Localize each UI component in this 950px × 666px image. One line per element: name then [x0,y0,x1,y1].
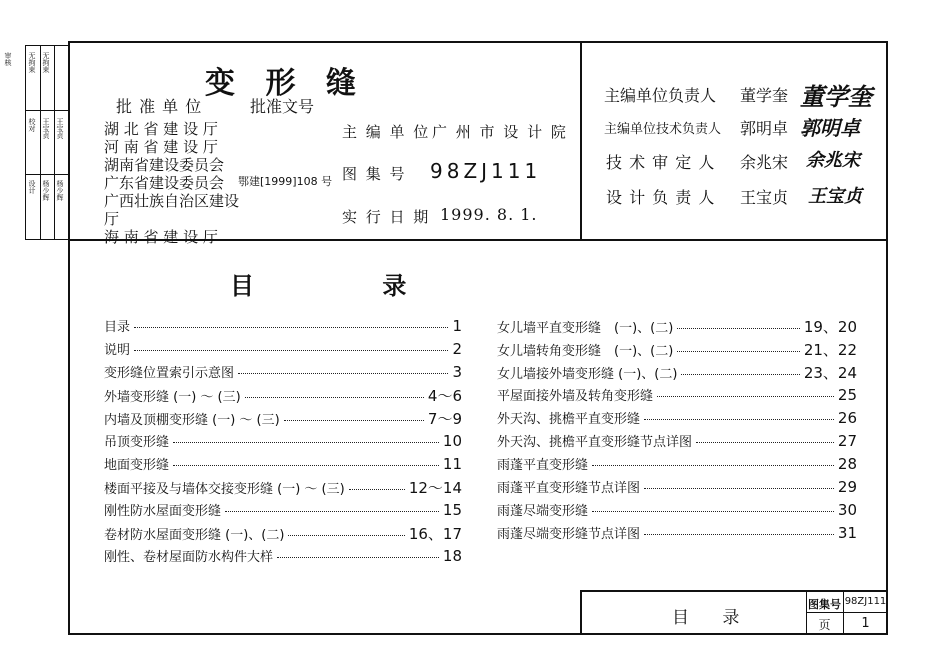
toc-leader [657,396,834,397]
toc-leader [644,534,834,535]
effective-date: 1999. 8. 1. [440,205,538,224]
toc-entry-label: 刚性防水屋面变形缝 [104,504,222,519]
toc-entry[interactable] [497,477,857,496]
compile-unit: 广 州 市 设 计 院 [432,123,568,141]
header-vertical-divider [580,41,582,241]
toc-entry-page: 18 [442,547,462,565]
toc-entry[interactable] [497,362,857,383]
toc-entry[interactable] [104,431,462,450]
toc-entry-page: 2 [452,340,462,358]
toc-entry-page: 3 [452,363,462,381]
toc-leader [173,442,439,443]
toc-entry[interactable] [104,477,462,498]
toc-entry-label: 女儿墙平直变形缝 (一)、(二) [497,321,674,336]
resp-signature: 董学奎 [800,82,872,111]
toc-entry[interactable] [497,500,857,519]
toc-entry[interactable] [497,431,857,450]
toc-leader [592,465,834,466]
side-sig: 杨少辉 [56,180,64,201]
resp-signature: 郭明卓 [800,116,860,140]
toc-entry-label: 内墙及顶棚变形缝 (一) ～ (三) [104,413,280,428]
toc-entry-page: 16、17 [408,525,462,543]
toc-entry-label: 女儿墙接外墙变形缝 (一)、(二) [497,367,678,382]
toc-entry-page: 7～9 [427,410,462,428]
approval-unit: 河 南 省 建 设 厅 [104,138,218,156]
toc-leader [134,350,448,351]
toc-leader [288,535,404,536]
resp-signature: 余兆宋 [806,150,860,171]
side-cell-2 [28,118,35,132]
toc-entry-label: 雨蓬尽端变形缝节点详图 [497,527,641,542]
approval-unit: 湖 北 省 建 设 厅 [104,120,218,138]
toc-entry-page: 26 [837,409,857,427]
side-cell-2-name [42,118,49,139]
toc-leader [277,557,439,558]
atlas-title: 变 形 缝 [205,66,366,101]
toc-leader [677,328,800,329]
toc-entry-label: 外天沟、挑檐平直变形缝 [497,412,641,427]
toc-leader [245,397,424,398]
toc-leader [238,373,448,374]
resp-name: 郭明卓 [740,119,789,138]
toc-entry-page: 27 [837,432,857,450]
approval-unit: 广东省建设委员会 [104,174,225,192]
toc-entry-page: 29 [837,478,857,496]
toc-entry[interactable] [497,408,857,427]
side-cell-1-name [28,52,35,73]
toc-entry[interactable] [104,316,462,335]
toc-entry[interactable] [497,339,857,360]
atlas-no-value: 98ZJ111 [844,596,887,607]
toc-entry[interactable] [104,500,462,519]
toc-entry-page: 4～6 [427,387,462,405]
toc-leader [173,465,439,466]
toc-entry-label: 雨蓬平直变形缝节点详图 [497,481,641,496]
toc-entry-page: 11 [442,455,462,473]
toc-entry-page: 25 [837,386,857,404]
atlas-number-label: 图 集 号 [342,165,407,183]
toc-entry-label: 变形缝位置索引示意图 [104,366,235,381]
side-cell-3-name [42,180,49,201]
effective-date-label: 实 行 日 期 [342,208,431,226]
resp-name: 董学奎 [740,86,789,105]
side-cell-1 [4,52,11,66]
toc-entry-page: 28 [837,455,857,473]
toc-leader [284,420,424,421]
toc-entry-page: 23、24 [803,364,857,382]
title-block-divider [806,612,888,613]
toc-entry-page: 19、20 [803,318,857,336]
toc-leader [134,327,448,328]
sheet-title: 目 录 [672,608,754,628]
toc-entry[interactable] [104,385,462,406]
side-cell-2-sig [56,118,63,139]
side-cell-3-sig [56,180,63,201]
toc-leader [677,351,800,352]
toc-title: 目 录 [230,272,467,300]
toc-entry-label: 说明 [104,343,131,358]
toc-entry-label: 雨蓬尽端变形缝 [497,504,589,519]
approval-unit: 湖南省建设委员会 [104,156,225,174]
toc-entry[interactable] [104,523,462,544]
toc-entry-page: 1 [452,317,462,335]
resp-role: 技 术 审 定 人 [606,153,716,172]
toc-entry-label: 吊顶变形缝 [104,435,170,450]
toc-entry[interactable] [497,385,857,404]
toc-entry-label: 外天沟、挑檐平直变形缝节点详图 [497,435,693,450]
toc-entry-page: 21、22 [803,341,857,359]
approval-unit-list [104,120,244,246]
approval-doc-label: 批准文号 [250,97,315,116]
toc-leader [681,374,799,375]
approval-unit-label: 批 准 单 位 [116,97,203,116]
atlas-no-label: 图集号 [808,598,841,611]
side-name: 无拘束 [28,52,36,73]
toc-entry[interactable] [497,523,857,542]
resp-name: 余兆宋 [740,153,789,172]
toc-leader [349,489,405,490]
side-cell-1-sig [42,52,49,73]
toc-entry-label: 卷材防水屋面变形缝 (一)、(二) [104,528,285,543]
toc-entry-label: 雨蓬平直变形缝 [497,458,589,473]
resp-role: 设 计 负 责 人 [606,188,716,207]
side-role: 校对 [28,118,36,132]
page-value: 1 [861,616,870,631]
resp-role: 主编单位负责人 [604,86,717,105]
compile-unit-label: 主 编 单 位 [342,123,431,141]
side-role: 审核 [4,52,12,66]
resp-signature: 王宝贞 [808,186,862,207]
toc-leader [592,511,834,512]
toc-entry-page: 15 [442,501,462,519]
toc-entry[interactable] [497,316,857,337]
toc-entry-label: 刚性、卷材屋面防水构件大样 [104,550,274,565]
toc-leader [696,442,834,443]
toc-entry-page: 30 [837,501,857,519]
toc-leader [644,488,834,489]
toc-entry-label: 楼面平接及与墙体交接变形缝 (一) ～ (三) [104,482,345,497]
toc-entry-page: 31 [837,524,857,542]
side-name: 杨少辉 [42,180,50,201]
toc-entry-page: 10 [442,432,462,450]
side-sig: 无拘束 [42,52,50,73]
side-name: 王宝贞 [42,118,50,139]
toc-entry-label: 外墙变形缝 (一) ～ (三) [104,390,241,405]
toc-entry[interactable] [104,339,462,358]
toc-entry[interactable] [497,454,857,473]
toc-leader [644,419,834,420]
atlas-number: 98ZJ111 [430,159,542,183]
toc-leader [225,511,439,512]
resp-role: 主编单位技术负责人 [604,122,722,137]
toc-entry-page: 12～14 [408,479,462,497]
toc-entry[interactable] [104,546,462,565]
side-approval-strip [25,45,69,240]
approval-doc-number: 鄂建[1999]108 号 [238,175,333,188]
toc-entry[interactable] [104,362,462,381]
toc-entry-label: 地面变形缝 [104,458,170,473]
toc-entry[interactable] [104,408,462,429]
toc-entry-label: 女儿墙转角变形缝 (一)、(二) [497,344,674,359]
toc-entry-label: 目录 [104,320,131,335]
approval-unit: 广西壮族自治区建设厅 [104,192,240,228]
side-cell-3 [28,180,35,194]
side-sig: 王宝贞 [56,118,64,139]
toc-entry[interactable] [104,454,462,473]
side-role: 设计 [28,180,36,194]
page-label: 页 [818,618,831,632]
resp-name: 王宝贞 [740,188,789,207]
toc-entry-label: 平屋面接外墙及转角变形缝 [497,389,654,404]
approval-unit: 海 南 省 建 设 厅 [104,228,218,246]
